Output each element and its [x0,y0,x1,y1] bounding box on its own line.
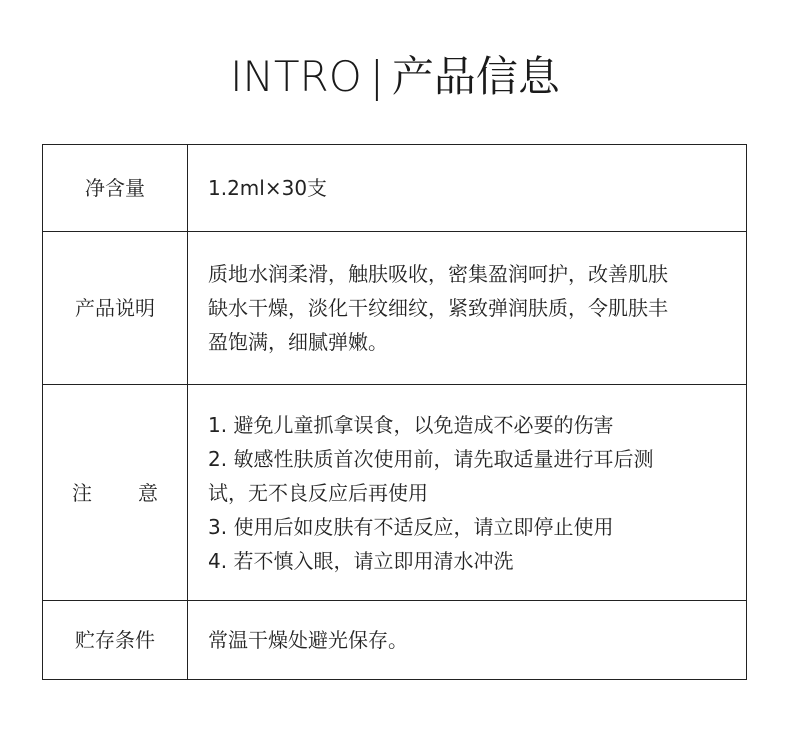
value-line: 常温干燥处避光保存。 [208,628,408,652]
table-row-cautions [43,385,747,601]
title-chinese: 产品信息 [391,52,560,101]
row-label: 净含量 [43,145,188,232]
value-line: 3. 使用后如皮肤有不适反应，请立即停止使用 [208,514,614,539]
product-info-table [42,144,747,680]
value-line: 盈饱满，细腻弹嫩。 [208,330,388,354]
value-line: 质地水润柔滑，触肤吸收，密集盈润呵护，改善肌肤 [208,262,668,286]
value-line: 1. 避免儿童抓拿误食，以免造成不必要的伤害 [208,412,614,437]
page-title [0,44,790,104]
table-row-storage [43,601,747,680]
row-value [188,385,747,601]
row-label: 产品说明 [43,232,188,385]
title-english: INTRO [230,52,362,101]
row-value [188,601,747,680]
value-line: 1.2ml×30支 [208,176,328,200]
table-row-description [43,232,747,385]
title-separator: | [369,52,384,101]
row-label: 贮存条件 [43,601,188,680]
value-line: 4. 若不慎入眼，请立即用清水冲洗 [208,548,514,573]
table-row-net-content [43,145,747,232]
row-label [43,385,204,601]
row-value [188,232,747,385]
value-line: 试，无不良反应后再使用 [208,480,428,505]
value-line: 缺水干燥，淡化干纹细纹，紧致弹润肤质，令肌肤丰 [208,296,668,320]
value-line: 2. 敏感性肤质首次使用前，请先取适量进行耳后测 [208,446,654,471]
cautions-label: 注意 [72,480,204,505]
row-value [188,145,747,232]
